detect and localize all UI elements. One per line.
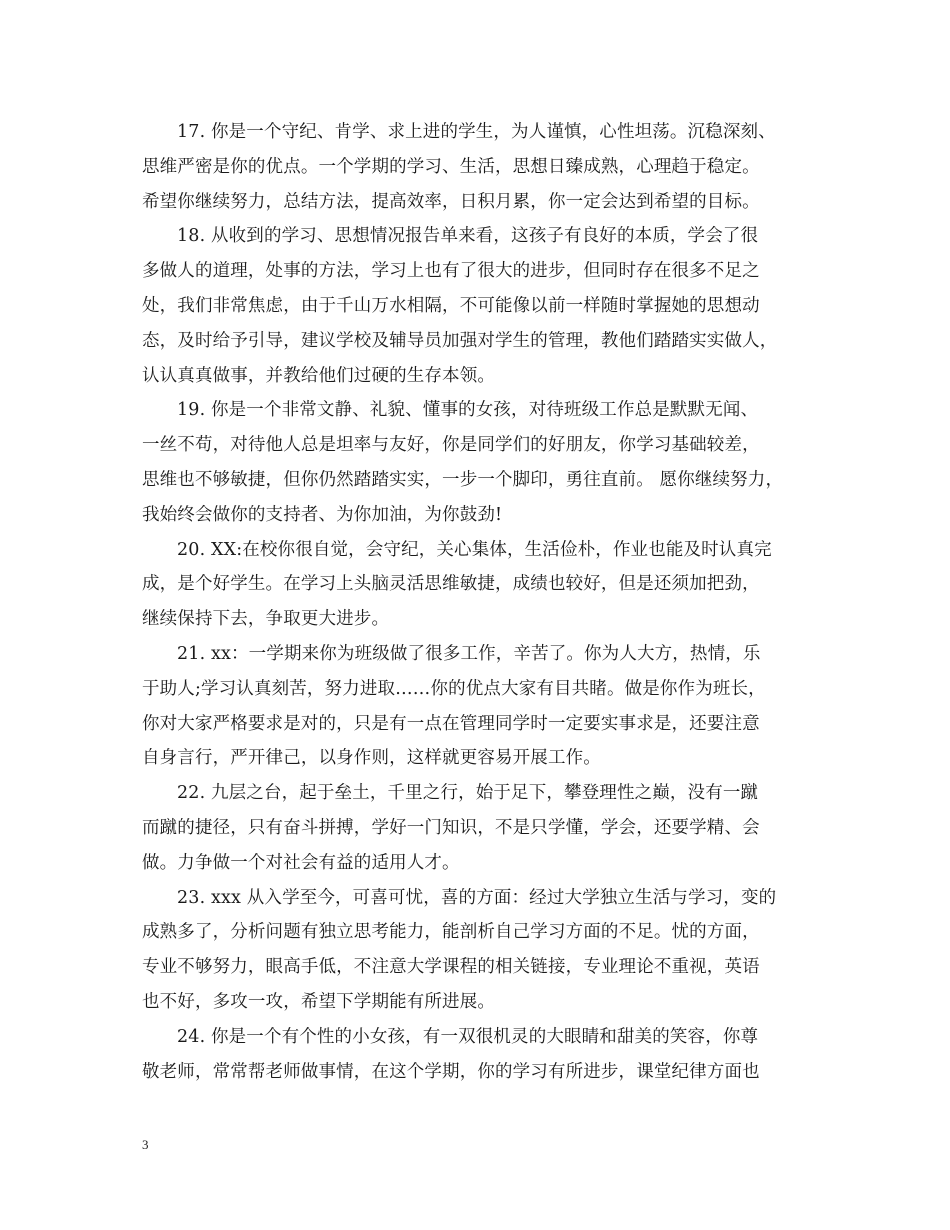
text-line: 17. 你是一个守纪、肯学、求上进的学生，为人谨慎，心性坦荡。沉稳深刻、 [177,122,776,142]
paragraph-17 [142,115,812,219]
text-line: 思维也不够敏捷，但你仍然踏踏实实，一步一个脚印，勇往直前。 愿你继续努力， [142,469,784,490]
text-line: 你对大家严格要求是对的，只是有一点在管理同学时一定要实事求是，还要注意 [142,713,760,734]
text-line: 多做人的道理，处事的方法，学习上也有了很大的进步，但同时存在很多不足之 [142,261,760,282]
text-line: 专业不够努力，眼高手低，不注意大学课程的相关链接，专业理论不重视，英语 [142,957,760,978]
paragraph-21 [142,637,812,776]
page-number: 3 [142,1137,149,1152]
text-line: 做。力争做一个对社会有益的适用人才。 [142,852,460,873]
paragraph-18 [142,219,812,393]
text-line: 继续保持下去，争取更大进步。 [142,609,390,630]
text-line: 于助人;学习认真刻苦，努力进取……你的优点大家有目共睹。做是你作为班长， [142,678,766,699]
text-line: 22. 九层之台，起于垒土，千里之行，始于足下，攀登理性之巅，没有一蹴 [177,783,759,804]
text-line: 20. XX:在校你很自觉，会守纪，关心集体，生活俭朴，作业也能及时认真完 [177,539,772,560]
text-line: 19. 你是一个非常文静、礼貌、懂事的女孩，对待班级工作总是默默无闻、 [177,400,759,421]
text-line: 23. xxx 从入学至今，可喜可忧，喜的方面：经过大学独立生活与学习，变的 [177,887,777,908]
paragraph-22 [142,776,812,880]
text-line: 18. 从收到的学习、思想情况报告单来看，这孩子有良好的本质，学会了很 [177,226,759,247]
text-line: 思维严密是你的优点。一个学期的学习、生活，思想日臻成熟，心理趋于稳定。 [142,156,760,177]
text-line: 也不好，多攻一攻，希望下学期能有所进展。 [142,991,495,1012]
text-line: 一丝不苟，对待他人总是坦率与友好，你是同学们的好朋友，你学习基础较差， [142,435,760,456]
document-body [142,115,812,1089]
text-line: 21. xx：一学期来你为班级做了很多工作，辛苦了。你为人大方，热情，乐 [177,643,761,664]
text-line: 认认真真做事，并教给他们过硬的生存本领。 [142,365,495,386]
text-line: 自身言行，严开律己，以身作则，这样就更容易开展工作。 [142,748,601,769]
paragraph-20 [142,533,812,637]
text-line: 而蹴的捷径，只有奋斗拼搏，学好一门知识，不是只学懂，学会，还要学精、会 [142,817,760,838]
paragraph-19 [142,393,812,532]
text-line: 处，我们非常焦虑，由于千山万水相隔，不可能像以前一样随时掌握她的思想动 [142,295,760,316]
text-line: 我始终会做你的支持者、为你加油，为你鼓劲! [142,504,503,525]
paragraph-23 [142,881,812,1020]
text-line: 态，及时给予引导，建议学校及辅导员加强对学生的管理，教他们踏踏实实做人， [142,330,778,351]
text-line: 敬老师，常常帮老师做事情，在这个学期，你的学习有所进步，课堂纪律方面也 [142,1061,760,1082]
text-line: 24. 你是一个有个性的小女孩，有一双很机灵的大眼睛和甜美的笑容，你尊 [177,1026,759,1047]
text-line: 成，是个好学生。在学习上头脑灵活思维敏捷，成绩也较好，但是还须加把劲， [142,574,760,595]
text-line: 希望你继续努力，总结方法，提高效率，日积月累，你一定会达到希望的目标。 [142,191,760,212]
text-line: 成熟多了，分析问题有独立思考能力，能剖析自己学习方面的不足。忧的方面， [142,922,760,943]
paragraph-24 [142,1020,812,1090]
